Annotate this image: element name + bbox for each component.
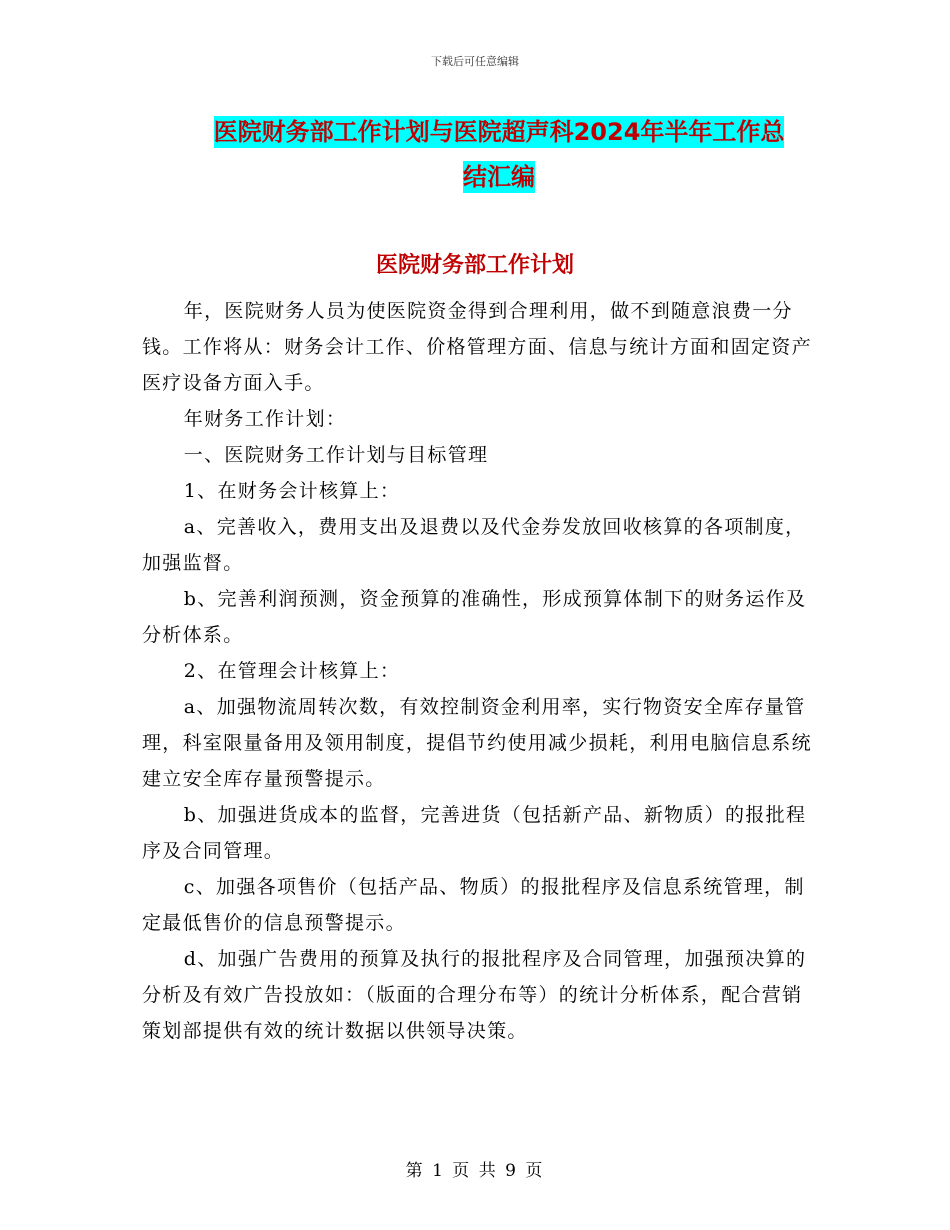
section-title: 医院财务部工作计划 bbox=[375, 253, 574, 278]
paragraph: b、完善利润预测，资金预算的准确性，形成预算体制下的财务运作及分析体系。 bbox=[142, 588, 807, 646]
paragraph: a、加强物流周转次数，有效控制资金利用率，实行物资安全库存量管理，科室限量备用及领用制度，提倡节约使用减少损耗，利用电脑信息系统建立安全库存量预警提示。 bbox=[142, 696, 812, 790]
page-number: 第 1 页 共 9 页 bbox=[405, 1161, 545, 1181]
document-title bbox=[186, 110, 812, 200]
paragraph: 1、在财务会计核算上： bbox=[183, 480, 401, 502]
document-body bbox=[142, 293, 812, 1049]
document-title-line2: 结汇编 bbox=[463, 163, 535, 191]
paragraph: a、完善收入，费用支出及退费以及代金券发放回收核算的各项制度，加强监督。 bbox=[142, 516, 806, 574]
paragraph: 一、医院财务工作计划与目标管理 bbox=[183, 444, 489, 466]
paragraph: 年，医院财务人员为使医院资金得到合理利用，做不到随意浪费一分钱。工作将从：财务会计工作、价格管理方面、信息与统计方面和固定资产医疗设备方面入手。 bbox=[142, 300, 812, 394]
paragraph: d、加强广告费用的预算及执行的报批程序及合同管理，加强预决算的分析及有效广告投放如：（版面的合理分布等）的统计分析体系，配合营销策划部提供有效的统计数据以供领导决策。 bbox=[142, 948, 807, 1042]
document-title-line1: 医院财务部工作计划与医院超声科2024年半年工作总 bbox=[213, 118, 785, 146]
paragraph: b、加强进货成本的监督，完善进货（包括新产品、新物质）的报批程序及合同管理。 bbox=[142, 804, 807, 862]
paragraph: c、加强各项售价（包括产品、物质）的报批程序及信息系统管理，制定最低售价的信息预警提示。 bbox=[142, 876, 805, 934]
paragraph: 2、在管理会计核算上： bbox=[183, 660, 401, 682]
paragraph: 年财务工作计划： bbox=[183, 408, 347, 430]
header-note: 下载后可任意编辑 bbox=[431, 55, 519, 68]
